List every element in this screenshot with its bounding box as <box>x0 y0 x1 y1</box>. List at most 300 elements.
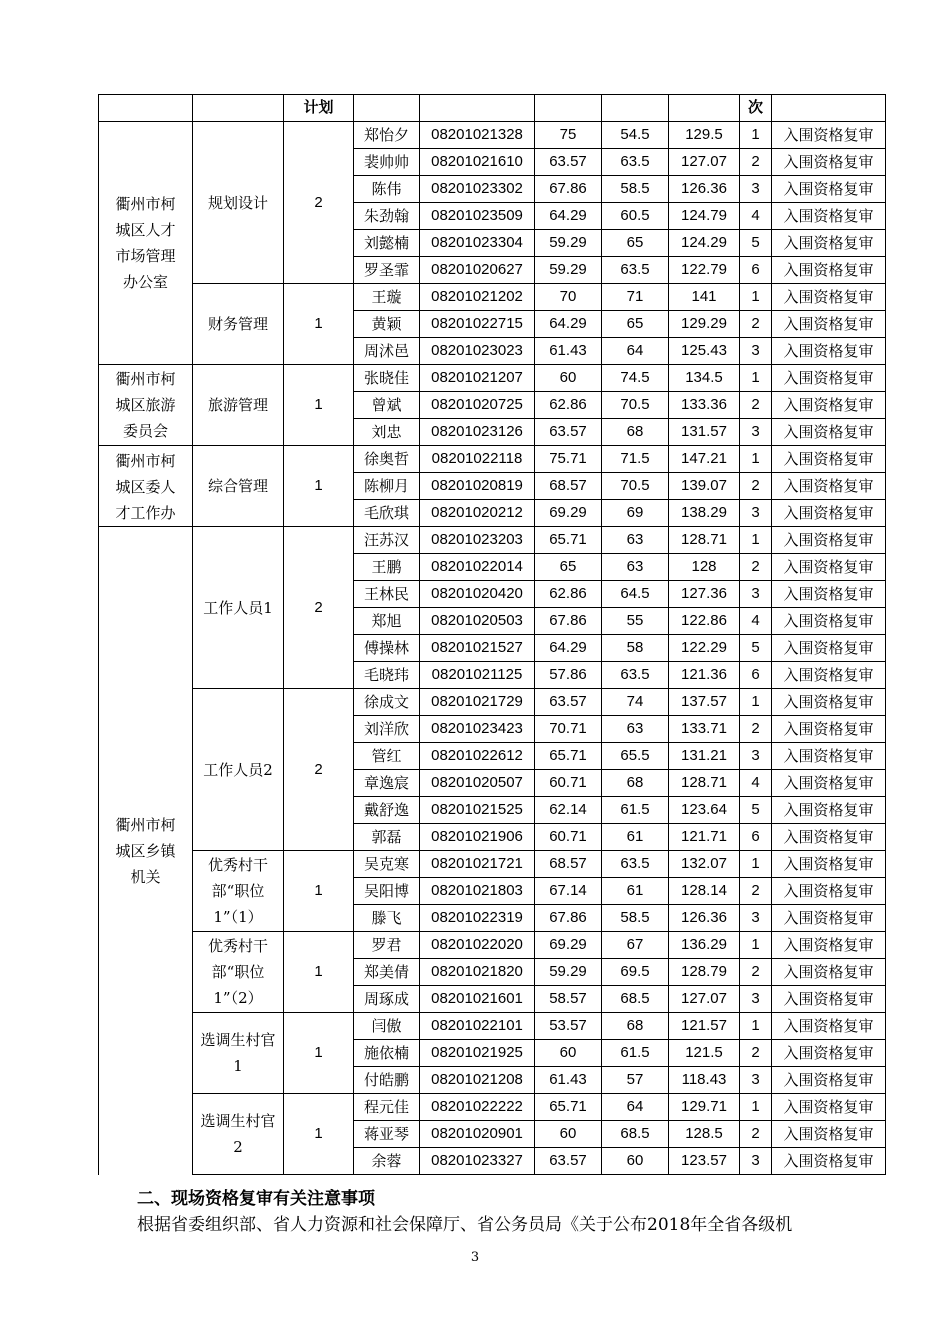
ticket-number: 08201021202 <box>420 284 535 311</box>
total-score: 126.36 <box>669 905 740 932</box>
written-score: 64.29 <box>535 311 602 338</box>
ticket-number: 08201021525 <box>420 797 535 824</box>
result-status: 入围资格复审 <box>772 635 886 662</box>
table-row <box>99 689 886 716</box>
table-row <box>99 932 886 959</box>
candidate-name: 王鹏 <box>354 554 420 581</box>
rank: 6 <box>740 257 772 284</box>
section-heading: 二、现场资格复审有关注意事项 <box>137 1189 375 1209</box>
written-score: 63.57 <box>535 1148 602 1175</box>
written-score: 69.29 <box>535 932 602 959</box>
body-paragraph: 根据省委组织部、省人力资源和社会保障厅、省公务员局《关于公布2018年全省各级机 <box>137 1215 793 1235</box>
header-org <box>99 95 193 122</box>
table-row <box>99 284 886 311</box>
interview-score: 71 <box>602 284 669 311</box>
candidate-name: 陈伟 <box>354 176 420 203</box>
candidate-name: 汪苏汉 <box>354 527 420 554</box>
ticket-number: 08201022118 <box>420 446 535 473</box>
result-status: 入围资格复审 <box>772 743 886 770</box>
written-score: 63.57 <box>535 689 602 716</box>
header-row <box>99 95 886 122</box>
interview-score: 60.5 <box>602 203 669 230</box>
result-status: 入围资格复审 <box>772 149 886 176</box>
total-score: 123.64 <box>669 797 740 824</box>
result-status: 入围资格复审 <box>772 851 886 878</box>
position-cell: 优秀村干部“职位1”（2） <box>193 932 284 1013</box>
interview-score: 64.5 <box>602 581 669 608</box>
table-row <box>99 365 886 392</box>
interview-score: 58.5 <box>602 176 669 203</box>
rank: 2 <box>740 959 772 986</box>
ticket-number: 08201021820 <box>420 959 535 986</box>
interview-score: 64 <box>602 338 669 365</box>
ticket-number: 08201022020 <box>420 932 535 959</box>
written-score: 67.86 <box>535 176 602 203</box>
candidate-name: 蒋亚琴 <box>354 1121 420 1148</box>
written-score: 59.29 <box>535 257 602 284</box>
ticket-number: 08201021803 <box>420 878 535 905</box>
ticket-number: 08201022319 <box>420 905 535 932</box>
ticket-number: 08201022014 <box>420 554 535 581</box>
candidate-name: 郑旭 <box>354 608 420 635</box>
rank: 1 <box>740 284 772 311</box>
plan-cell: 1 <box>284 446 354 527</box>
header-position <box>193 95 284 122</box>
result-status: 入围资格复审 <box>772 1013 886 1040</box>
ticket-number: 08201020819 <box>420 473 535 500</box>
candidate-name: 曾斌 <box>354 392 420 419</box>
total-score: 133.71 <box>669 716 740 743</box>
rank: 2 <box>740 1040 772 1067</box>
written-score: 64.29 <box>535 635 602 662</box>
result-status: 入围资格复审 <box>772 770 886 797</box>
interview-score: 55 <box>602 608 669 635</box>
result-status: 入围资格复审 <box>772 797 886 824</box>
interview-score: 70.5 <box>602 473 669 500</box>
candidate-name: 周琢成 <box>354 986 420 1013</box>
result-status: 入围资格复审 <box>772 1067 886 1094</box>
written-score: 75.71 <box>535 446 602 473</box>
written-score: 62.14 <box>535 797 602 824</box>
rank: 6 <box>740 662 772 689</box>
org-cell: 衢州市柯城区乡镇机关 <box>99 527 193 1175</box>
written-score: 67.14 <box>535 878 602 905</box>
result-status: 入围资格复审 <box>772 824 886 851</box>
rank: 2 <box>740 149 772 176</box>
candidate-name: 王林民 <box>354 581 420 608</box>
rank: 2 <box>740 473 772 500</box>
results-table <box>98 94 886 1175</box>
interview-score: 61.5 <box>602 1040 669 1067</box>
table-row <box>99 1013 886 1040</box>
total-score: 121.36 <box>669 662 740 689</box>
rank: 2 <box>740 554 772 581</box>
result-status: 入围资格复审 <box>772 230 886 257</box>
candidate-name: 闫傲 <box>354 1013 420 1040</box>
result-status: 入围资格复审 <box>772 473 886 500</box>
total-score: 122.29 <box>669 635 740 662</box>
total-score: 128.79 <box>669 959 740 986</box>
ticket-number: 08201023423 <box>420 716 535 743</box>
candidate-name: 施依楠 <box>354 1040 420 1067</box>
candidate-name: 吴阳博 <box>354 878 420 905</box>
rank: 4 <box>740 203 772 230</box>
result-status: 入围资格复审 <box>772 932 886 959</box>
interview-score: 63.5 <box>602 851 669 878</box>
total-score: 122.86 <box>669 608 740 635</box>
ticket-number: 08201023126 <box>420 419 535 446</box>
result-status: 入围资格复审 <box>772 1040 886 1067</box>
total-score: 128.71 <box>669 770 740 797</box>
result-status: 入围资格复审 <box>772 527 886 554</box>
candidate-name: 戴舒逸 <box>354 797 420 824</box>
ticket-number: 08201022715 <box>420 311 535 338</box>
result-status: 入围资格复审 <box>772 122 886 149</box>
total-score: 126.36 <box>669 176 740 203</box>
rank: 1 <box>740 932 772 959</box>
interview-score: 61.5 <box>602 797 669 824</box>
position-cell: 财务管理 <box>193 284 284 365</box>
candidate-name: 滕飞 <box>354 905 420 932</box>
result-status: 入围资格复审 <box>772 419 886 446</box>
total-score: 124.79 <box>669 203 740 230</box>
total-score: 118.43 <box>669 1067 740 1094</box>
total-score: 128 <box>669 554 740 581</box>
plan-cell: 1 <box>284 284 354 365</box>
total-score: 129.5 <box>669 122 740 149</box>
interview-score: 74.5 <box>602 365 669 392</box>
result-status: 入围资格复审 <box>772 1094 886 1121</box>
result-status: 入围资格复审 <box>772 284 886 311</box>
result-status: 入围资格复审 <box>772 716 886 743</box>
ticket-number: 08201020507 <box>420 770 535 797</box>
written-score: 63.57 <box>535 149 602 176</box>
total-score: 128.71 <box>669 527 740 554</box>
result-status: 入围资格复审 <box>772 365 886 392</box>
total-score: 128.5 <box>669 1121 740 1148</box>
result-status: 入围资格复审 <box>772 257 886 284</box>
org-cell: 衢州市柯城区人才市场管理办公室 <box>99 122 193 365</box>
written-score: 60.71 <box>535 824 602 851</box>
header-written <box>535 95 602 122</box>
written-score: 67.86 <box>535 905 602 932</box>
interview-score: 74 <box>602 689 669 716</box>
total-score: 123.57 <box>669 1148 740 1175</box>
total-score: 134.5 <box>669 365 740 392</box>
ticket-number: 08201023509 <box>420 203 535 230</box>
plan-cell: 1 <box>284 1013 354 1094</box>
header-total <box>669 95 740 122</box>
total-score: 127.07 <box>669 986 740 1013</box>
total-score: 139.07 <box>669 473 740 500</box>
candidate-name: 傅操林 <box>354 635 420 662</box>
ticket-number: 08201020212 <box>420 500 535 527</box>
written-score: 58.57 <box>535 986 602 1013</box>
position-cell: 旅游管理 <box>193 365 284 446</box>
interview-score: 68 <box>602 419 669 446</box>
ticket-number: 08201022222 <box>420 1094 535 1121</box>
candidate-name: 郭磊 <box>354 824 420 851</box>
total-score: 137.57 <box>669 689 740 716</box>
total-score: 122.79 <box>669 257 740 284</box>
interview-score: 57 <box>602 1067 669 1094</box>
interview-score: 65 <box>602 311 669 338</box>
rank: 5 <box>740 797 772 824</box>
header-result <box>772 95 886 122</box>
written-score: 60 <box>535 1121 602 1148</box>
total-score: 121.57 <box>669 1013 740 1040</box>
total-score: 141 <box>669 284 740 311</box>
result-status: 入围资格复审 <box>772 689 886 716</box>
candidate-name: 刘忠 <box>354 419 420 446</box>
candidate-name: 黄颖 <box>354 311 420 338</box>
rank: 1 <box>740 1094 772 1121</box>
interview-score: 69.5 <box>602 959 669 986</box>
ticket-number: 08201020420 <box>420 581 535 608</box>
result-status: 入围资格复审 <box>772 311 886 338</box>
total-score: 128.14 <box>669 878 740 905</box>
result-status: 入围资格复审 <box>772 959 886 986</box>
written-score: 60 <box>535 365 602 392</box>
plan-cell: 1 <box>284 851 354 932</box>
candidate-name: 罗圣霏 <box>354 257 420 284</box>
plan-cell: 2 <box>284 527 354 689</box>
header-interview <box>602 95 669 122</box>
ticket-number: 08201022612 <box>420 743 535 770</box>
candidate-name: 裴帅帅 <box>354 149 420 176</box>
position-cell: 综合管理 <box>193 446 284 527</box>
rank: 3 <box>740 176 772 203</box>
header-ticket <box>420 95 535 122</box>
rank: 3 <box>740 419 772 446</box>
result-status: 入围资格复审 <box>772 392 886 419</box>
written-score: 60.71 <box>535 770 602 797</box>
result-status: 入围资格复审 <box>772 338 886 365</box>
page-number: 3 <box>470 1250 480 1265</box>
result-status: 入围资格复审 <box>772 905 886 932</box>
ticket-number: 08201023023 <box>420 338 535 365</box>
result-status: 入围资格复审 <box>772 176 886 203</box>
candidate-name: 王璇 <box>354 284 420 311</box>
ticket-number: 08201021207 <box>420 365 535 392</box>
rank: 3 <box>740 986 772 1013</box>
total-score: 133.36 <box>669 392 740 419</box>
position-cell: 优秀村干部“职位1”（1） <box>193 851 284 932</box>
ticket-number: 08201020503 <box>420 608 535 635</box>
interview-score: 63 <box>602 554 669 581</box>
candidate-name: 章逸宸 <box>354 770 420 797</box>
position-cell: 工作人员1 <box>193 527 284 689</box>
plan-cell: 1 <box>284 365 354 446</box>
ticket-number: 08201022101 <box>420 1013 535 1040</box>
total-score: 125.43 <box>669 338 740 365</box>
ticket-number: 08201021925 <box>420 1040 535 1067</box>
candidate-name: 余蓉 <box>354 1148 420 1175</box>
rank: 3 <box>740 1148 772 1175</box>
candidate-name: 徐成文 <box>354 689 420 716</box>
table-row <box>99 122 886 149</box>
candidate-name: 周沭邑 <box>354 338 420 365</box>
total-score: 131.21 <box>669 743 740 770</box>
interview-score: 68 <box>602 1013 669 1040</box>
candidate-name: 罗君 <box>354 932 420 959</box>
result-status: 入围资格复审 <box>772 878 886 905</box>
rank: 3 <box>740 581 772 608</box>
ticket-number: 08201021208 <box>420 1067 535 1094</box>
rank: 3 <box>740 743 772 770</box>
result-status: 入围资格复审 <box>772 203 886 230</box>
rank: 4 <box>740 770 772 797</box>
written-score: 53.57 <box>535 1013 602 1040</box>
interview-score: 63.5 <box>602 257 669 284</box>
candidate-name: 张晓佳 <box>354 365 420 392</box>
result-status: 入围资格复审 <box>772 608 886 635</box>
table-row <box>99 851 886 878</box>
written-score: 67.86 <box>535 608 602 635</box>
candidate-name: 刘懿楠 <box>354 230 420 257</box>
interview-score: 64 <box>602 1094 669 1121</box>
ticket-number: 08201021610 <box>420 149 535 176</box>
ticket-number: 08201021906 <box>420 824 535 851</box>
header-rank: 次 <box>740 95 772 122</box>
total-score: 136.29 <box>669 932 740 959</box>
rank: 2 <box>740 311 772 338</box>
rank: 1 <box>740 365 772 392</box>
candidate-name: 吴克寒 <box>354 851 420 878</box>
written-score: 64.29 <box>535 203 602 230</box>
rank: 3 <box>740 338 772 365</box>
candidate-name: 郑怡夕 <box>354 122 420 149</box>
interview-score: 68.5 <box>602 986 669 1013</box>
written-score: 68.57 <box>535 851 602 878</box>
rank: 1 <box>740 1013 772 1040</box>
rank: 2 <box>740 878 772 905</box>
interview-score: 70.5 <box>602 392 669 419</box>
interview-score: 67 <box>602 932 669 959</box>
written-score: 68.57 <box>535 473 602 500</box>
written-score: 70.71 <box>535 716 602 743</box>
result-status: 入围资格复审 <box>772 581 886 608</box>
position-cell: 选调生村官1 <box>193 1013 284 1094</box>
total-score: 147.21 <box>669 446 740 473</box>
written-score: 63.57 <box>535 419 602 446</box>
total-score: 127.07 <box>669 149 740 176</box>
candidate-name: 徐奥哲 <box>354 446 420 473</box>
total-score: 121.5 <box>669 1040 740 1067</box>
result-status: 入围资格复审 <box>772 446 886 473</box>
interview-score: 68 <box>602 770 669 797</box>
table-row <box>99 446 886 473</box>
ticket-number: 08201020627 <box>420 257 535 284</box>
ticket-number: 08201023327 <box>420 1148 535 1175</box>
total-score: 129.29 <box>669 311 740 338</box>
written-score: 61.43 <box>535 1067 602 1094</box>
interview-score: 63 <box>602 527 669 554</box>
candidate-name: 毛晓玮 <box>354 662 420 689</box>
ticket-number: 08201021729 <box>420 689 535 716</box>
rank: 1 <box>740 446 772 473</box>
candidate-name: 管红 <box>354 743 420 770</box>
ticket-number: 08201020725 <box>420 392 535 419</box>
interview-score: 68.5 <box>602 1121 669 1148</box>
rank: 2 <box>740 392 772 419</box>
interview-score: 60 <box>602 1148 669 1175</box>
position-cell: 选调生村官2 <box>193 1094 284 1175</box>
written-score: 69.29 <box>535 500 602 527</box>
ticket-number: 08201021328 <box>420 122 535 149</box>
interview-score: 65 <box>602 230 669 257</box>
interview-score: 69 <box>602 500 669 527</box>
interview-score: 61 <box>602 824 669 851</box>
interview-score: 58 <box>602 635 669 662</box>
candidate-name: 郑美倩 <box>354 959 420 986</box>
ticket-number: 08201021601 <box>420 986 535 1013</box>
ticket-number: 08201023304 <box>420 230 535 257</box>
written-score: 59.29 <box>535 959 602 986</box>
rank: 6 <box>740 824 772 851</box>
org-name: 衢州市柯城区委人才工作办 <box>115 452 176 522</box>
interview-score: 63.5 <box>602 662 669 689</box>
rank: 3 <box>740 1067 772 1094</box>
interview-score: 65.5 <box>602 743 669 770</box>
total-score: 129.71 <box>669 1094 740 1121</box>
position-cell: 工作人员2 <box>193 689 284 851</box>
written-score: 70 <box>535 284 602 311</box>
ticket-number: 08201023302 <box>420 176 535 203</box>
candidate-name: 朱劲翰 <box>354 203 420 230</box>
plan-cell: 1 <box>284 1094 354 1175</box>
result-status: 入围资格复审 <box>772 662 886 689</box>
candidate-name: 程元佳 <box>354 1094 420 1121</box>
candidate-name: 付皓鹏 <box>354 1067 420 1094</box>
rank: 1 <box>740 527 772 554</box>
written-score: 59.29 <box>535 230 602 257</box>
rank: 2 <box>740 716 772 743</box>
rank: 1 <box>740 122 772 149</box>
written-score: 60 <box>535 1040 602 1067</box>
total-score: 132.07 <box>669 851 740 878</box>
rank: 5 <box>740 230 772 257</box>
result-status: 入围资格复审 <box>772 1148 886 1175</box>
interview-score: 71.5 <box>602 446 669 473</box>
header-plan: 计划 <box>284 95 354 122</box>
written-score: 65 <box>535 554 602 581</box>
ticket-number: 08201021125 <box>420 662 535 689</box>
rank: 1 <box>740 851 772 878</box>
total-score: 131.57 <box>669 419 740 446</box>
header-name <box>354 95 420 122</box>
result-status: 入围资格复审 <box>772 554 886 581</box>
position-cell: 规划设计 <box>193 122 284 284</box>
plan-cell: 1 <box>284 932 354 1013</box>
total-score: 121.71 <box>669 824 740 851</box>
total-score: 138.29 <box>669 500 740 527</box>
rank: 5 <box>740 635 772 662</box>
table-row <box>99 527 886 554</box>
interview-score: 63 <box>602 716 669 743</box>
total-score: 127.36 <box>669 581 740 608</box>
interview-score: 63.5 <box>602 149 669 176</box>
written-score: 57.86 <box>535 662 602 689</box>
written-score: 65.71 <box>535 743 602 770</box>
plan-cell: 2 <box>284 122 354 284</box>
written-score: 61.43 <box>535 338 602 365</box>
candidate-name: 陈柳月 <box>354 473 420 500</box>
ticket-number: 08201020901 <box>420 1121 535 1148</box>
rank: 4 <box>740 608 772 635</box>
interview-score: 61 <box>602 878 669 905</box>
org-cell <box>99 446 193 527</box>
